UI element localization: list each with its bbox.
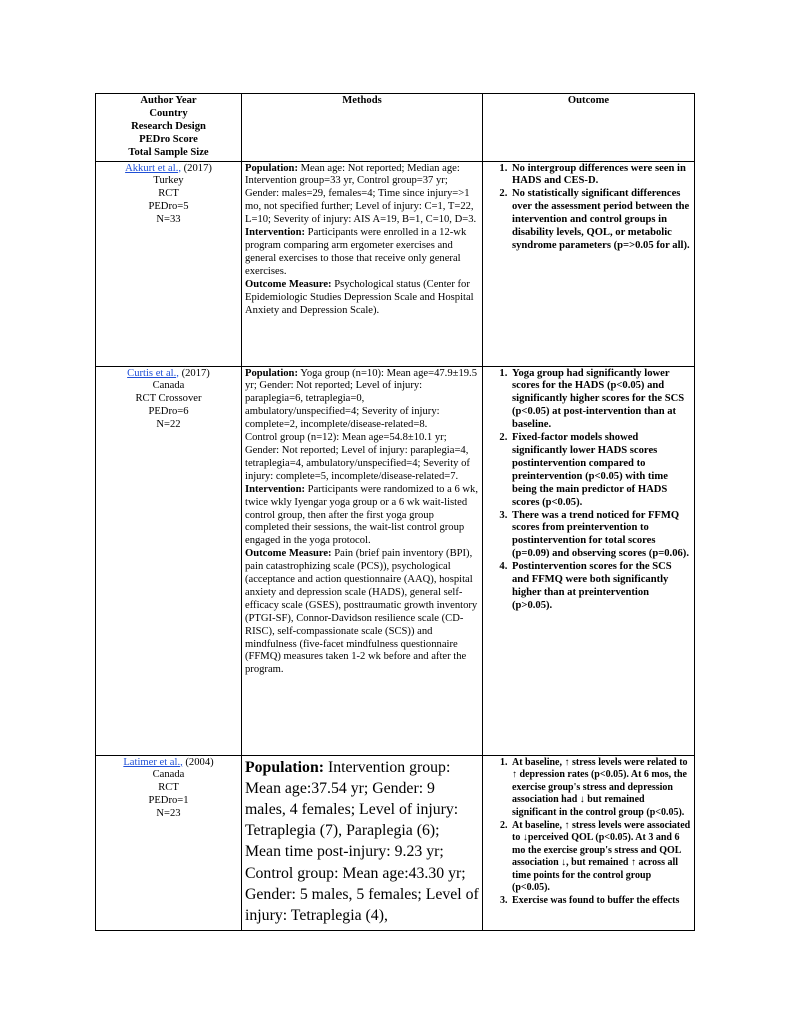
list-item: 1. At baseline, ↑ stress levels were related to ↑ depression rates (p<0.05). At 6 mos, the exercise group's stress and depression association had ↓ but remained significant in the control group (p<0.05).: [510, 757, 691, 820]
outcome-measure-text: [245, 548, 479, 677]
study-year: (2017): [181, 162, 212, 174]
outcome-list: [486, 163, 691, 253]
intervention-text: [245, 227, 479, 279]
control-group-text: Control group (n=12): Mean age=54.8±10.1 yr; Gender: Not reported; Level of injury: paraplegia=4, tetraplegia=4, ambulatory/unspecified=4; Severity of injury: complete=5, incomplete/disease-related=7.: [245, 432, 470, 482]
list-item: 4. Postintervention scores for the SCS and FFMQ were both significantly higher than at preintervention (p>0.05).: [510, 561, 691, 613]
study-pedro: PEDro=5: [148, 201, 189, 213]
header-study-cell: [96, 94, 242, 162]
population-text: [245, 368, 479, 433]
study-year: (2017): [178, 367, 210, 379]
study-citation: [99, 163, 238, 176]
table-row: [96, 366, 695, 755]
population-label: Population:: [245, 162, 298, 174]
study-sample-size: N=23: [156, 808, 181, 820]
population-value: Mean age: Not reported; Median age: Intervention group=33 yr, Control group=37 yr; Gender: males=29, females=4; Time since injury=>1 mo, not specified further; Level of injury: C=1, T=22, L=10; Severity of injury: AIS A=19, B=1, C=10, D=3.: [245, 162, 477, 226]
population-value: Intervention group: Mean age:37.54 yr; Gender: 9 males, 4 females; Level of injury: Tetraplegia (7), Paraplegia (6); Mean time post-injury: 9.23 yr; Control group: Mean age:43.30 yr; Gender: 5 males, 5 females; Level of injury: Tetraplegia (4),: [245, 758, 479, 924]
list-item: 2. No statistically significant differences over the assessment period between the intervention and control groups in disability levels, QOL, or metabolic syndrome parameters (p=>0.05 for all).: [510, 188, 691, 253]
author-link[interactable]: Latimer et al.,: [123, 756, 183, 768]
list-item: 2. Fixed-factor models showed significantly lower HADS scores postintervention compared to preintervention (p<0.05) with time being the main predictor of HADS scores (p<0.05).: [510, 432, 691, 509]
study-country: Turkey: [153, 175, 184, 187]
study-design: RCT Crossover: [135, 393, 202, 405]
population-label: Population:: [245, 367, 298, 379]
header-pedro-score: PEDro Score: [139, 133, 198, 145]
study-pedro: PEDro=6: [148, 406, 189, 418]
study-cell: [96, 366, 242, 755]
intervention-value: Participants were randomized to a 6 wk, twice wkly Iyengar yoga group or a 6 wk wait-listed control group, then after the first yoga group completed their sessions, the wait-list control group engaged in the yoga protocol.: [245, 483, 479, 547]
study-pedro: PEDro=1: [148, 795, 189, 807]
outcome-cell: [483, 366, 695, 755]
outcome-measure-value: Psychological status (Center for Epidemiologic Studies Depression Scale and Hospital Anxiety and Depression Scale).: [245, 278, 474, 316]
table-row: [96, 161, 695, 366]
author-link[interactable]: Curtis et al.,: [127, 367, 179, 379]
methods-cell: [242, 366, 483, 755]
population-text: [245, 163, 479, 228]
header-sample-size: Total Sample Size: [128, 146, 209, 158]
table-row: [96, 755, 695, 930]
study-citation: [99, 368, 238, 381]
intervention-value: Participants were enrolled in a 12-wk program comparing arm ergometer exercises and general exercises to those that receive only general exercises.: [245, 227, 467, 277]
list-item: 2. At baseline, ↑ stress levels were associated to ↓perceived QOL (p<0.05). At 3 and 6 mo the exercise group's stress and QOL association ↓, but remained ↑ across all time points for the control group (p<0.05).: [510, 820, 691, 896]
study-sample-size: N=33: [156, 214, 181, 226]
header-country: Country: [149, 107, 188, 119]
outcome-cell: [483, 161, 695, 366]
population-value: Yoga group (n=10): Mean age=47.9±19.5 yr; Gender: Not reported; Level of injury: paraplegia=6, tetraplegia=0, ambulatory/unspecified=4; Severity of injury: complete=2, incomplete/disease-related=8.: [245, 367, 477, 431]
intervention-text: [245, 484, 479, 549]
header-outcome: Outcome: [483, 94, 695, 162]
study-sample-size: N=22: [156, 419, 181, 431]
header-research-design: Research Design: [131, 120, 206, 132]
study-citation: [99, 757, 238, 770]
outcome-measure-label: Outcome Measure:: [245, 278, 332, 290]
evidence-table: [95, 93, 695, 931]
population-label: Population:: [245, 758, 324, 776]
study-country: Canada: [152, 769, 185, 781]
study-design: RCT: [158, 782, 179, 794]
list-item: 1. No intergroup differences were seen in HADS and CES-D.: [510, 163, 691, 189]
author-link[interactable]: Akkurt et al.,: [125, 162, 181, 174]
header-author-year: Author Year: [140, 95, 197, 106]
methods-cell: [242, 755, 483, 930]
population-text: [245, 757, 479, 927]
study-design: RCT: [158, 188, 179, 200]
outcome-measure-label: Outcome Measure:: [245, 548, 332, 560]
list-item: 1. Yoga group had significantly lower scores for the HADS (p<0.05) and significantly higher scores for the SCS (p<0.05) at post-intervention than at baseline.: [510, 368, 691, 433]
study-cell: [96, 755, 242, 930]
list-item: 3. Exercise was found to buffer the effects: [510, 895, 691, 908]
outcome-measure-text: [245, 279, 479, 318]
intervention-label: Intervention:: [245, 483, 306, 495]
methods-cell: [242, 161, 483, 366]
outcome-list: [486, 757, 691, 908]
study-cell: [96, 161, 242, 366]
outcome-measure-value: Pain (brief pain inventory (BPI), pain catastrophizing scale (PCS)), psychological (acceptance and action questionnaire (AAQ), hospital anxiety and depression scale (HADS), general self-efficacy scale (GSES), posttraumatic growth inventory (PTGI-SF), Connor-Davidson resilience scale (CD-RISC), self-compassionate scale (SCS)) and mindfulness (five-facet mindfulness questionnaire (FFMQ) measures taken 1-2 wk before and after the program.: [245, 548, 478, 676]
outcome-list: [486, 368, 691, 613]
study-country: Canada: [152, 380, 185, 392]
header-methods: Methods: [242, 94, 483, 162]
outcome-cell: [483, 755, 695, 930]
outcome-clip-region: [486, 757, 691, 927]
study-year: (2004): [182, 756, 214, 768]
methods-clip-region: [245, 757, 479, 927]
intervention-label: Intervention:: [245, 227, 306, 239]
table-header-row: [96, 94, 695, 162]
list-item: 3. There was a trend noticed for FFMQ scores from preintervention to postintervention for total scores (p=0.09) and observing scores (p=0.06).: [510, 510, 691, 562]
